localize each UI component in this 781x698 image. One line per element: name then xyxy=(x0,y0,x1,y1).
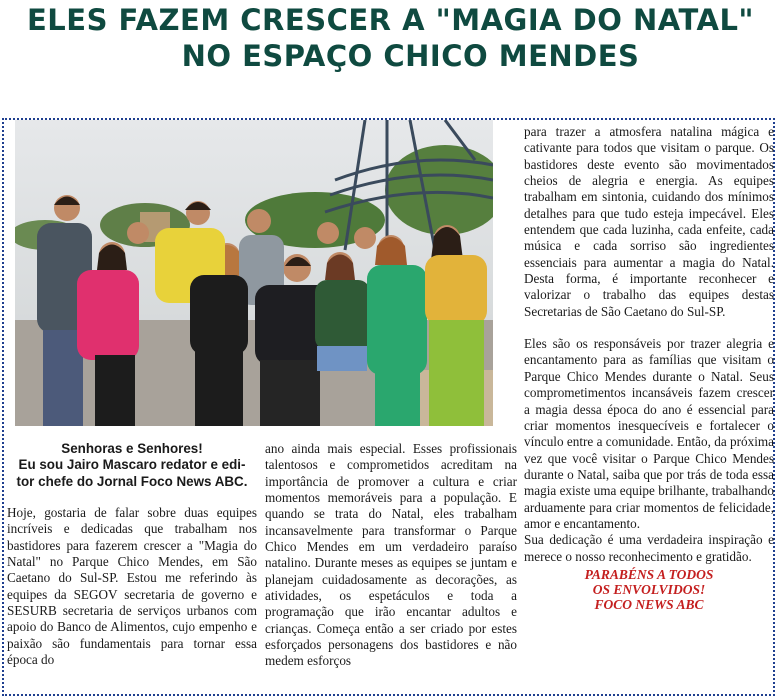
intro-author-line-1: Eu sou Jairo Mascaro redator e edi- xyxy=(18,457,246,473)
congrats-line-3: FOCO NEWS ABC xyxy=(594,597,704,613)
article-column-1 xyxy=(7,505,257,668)
paragraph-spacer xyxy=(524,320,774,336)
congrats-line-2: OS ENVOLVIDOS! xyxy=(592,582,706,598)
article-column-2 xyxy=(265,441,517,670)
article-paragraph: para trazer a atmosfera natalina mágica e cativante para todos que visitam o parque. Os bastidores deste evento são movimentados cheios de alegria e energia. As equipes trabalham em sintonia, cuidando dos mínimos detalhes para que tudo esteja impecável. Eles entendem que cada luzinha, cada enfeite, cada música e cada sorriso são ingredientes essenciais para aumentar a magia do Natal. Desta forma, é importante reconhecer e valorizar o trabalho das equipes destas Secretarias de São Caetano do Sul-SP. xyxy=(524,124,774,319)
article-paragraph: Hoje, gostaria de falar sobre duas equipes incríveis e dedicadas que trabalham nos bastidores para fazerem crescer a "Magia do Natal" no Parque Chico Mendes, em São Caetano do Sul-SP. Estou me referindo às equipes da SEGOV secretaria de governo e SESURB secretaria de serviços urbanos com apoio do Banco de Alimentos, cujo empenho e paixão são fundamentais para tornar essa época do xyxy=(7,505,257,668)
headline-line-2: NO ESPAÇO CHICO MENDES xyxy=(181,39,640,73)
article-paragraph: Eles são os responsáveis por trazer alegria e encantamento para as famílias que visitam o Parque Chico Mendes durante o Natal. Seus comprometimentos incansáveis fazem crescer a magia dessa época do ano é essencial para criar momentos inesquecíveis e fortalecer o vínculo entre a comunidade. Então, da próxima vez que você visitar o Parque Chico Mendes durante o Natal, saiba que por trás de toda essa magia existe uma equipe brilhante, trabalhando arduamente para criar momentos de felicidade, amor e encantamento. xyxy=(524,336,774,531)
article-paragraph: Sua dedicação é uma verdadeira inspiração e merece o nosso reconhecimento e gratidão. xyxy=(524,532,774,564)
congratulations-note xyxy=(524,567,774,613)
headline-line-1: ELES FAZEM CRESCER A "MAGIA DO NATAL" xyxy=(26,3,755,37)
group-photo xyxy=(15,120,493,426)
group-photo-icon xyxy=(15,120,493,426)
author-intro xyxy=(7,441,257,490)
article-column-3 xyxy=(524,124,774,613)
intro-greeting: Senhoras e Senhores! xyxy=(61,441,203,456)
intro-author-line-2: tor chefe do Jornal Foco News ABC. xyxy=(16,473,248,489)
congrats-line-1: PARABÉNS A TODOS xyxy=(584,566,714,582)
article-paragraph: ano ainda mais especial. Esses profissionais talentosos e comprometidos acreditam na importância de promover a cultura e criar momentos memoráveis para a população. E quando se trata do Natal, eles trabalham incansavelmente para transformar o Parque Chico Mendes em um verdadeiro paraíso natalino. Durante meses as equipes se juntam e planejam cuidadosamente as decorações, as atividades, os espetáculos e toda a programação que irão encantar adultos e crianças. Começa então a ser criado por estes esforçados personagens dos bastidores e não medem esforços xyxy=(265,441,517,669)
